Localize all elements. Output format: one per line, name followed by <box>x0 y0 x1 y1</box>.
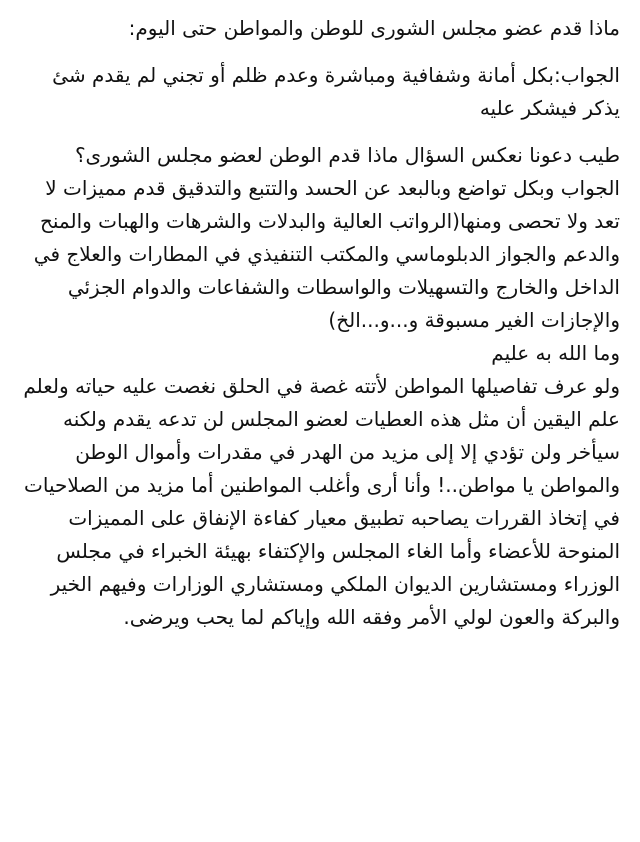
closing-paragraph: ولو عرف تفاصيلها المواطن لأتته غصة في الحلق نغصت عليه حياته ولعلم علم اليقين أن مثل هذه العطيات لعضو المجلس لن تدعه يقدم ولكنه سيأخر ولن تؤدي إلا إلى مزيد من الهدر في مقدرات وأموال الوطن والمواطن يا مواطن..! وأنا أرى وأغلب المواطنين أما مزيد من الصلاحيات في إتخاذ القررات يصاحبه تطبيق معيار كفاءة الإنفاق على المميزات المنوحة للأعضاء وأما الغاء المجلس والإكتفاء بهيئة الخبراء في مجلس الوزراء ومستشارين الديوان الملكي ومستشاري الوزارات وفيهم الخير والبركة والعون لولي الأمر وفقه الله وإياكم لما يحب ويرضى. <box>23 374 620 629</box>
god-knows-line: وما الله به عليم <box>491 341 620 365</box>
reverse-question: طيب دعونا نعكس السؤال ماذا قدم الوطن لعضو مجلس الشورى؟ <box>74 143 620 167</box>
first-answer: الجواب:بكل أمانة وشفافية ومباشرة وعدم ظلم أو تجني لم يقدم شئ يذكر فيشكر عليه <box>52 63 620 120</box>
second-answer: الجواب وبكل تواضع وبالبعد عن الحسد والتتبع والتدقيق قدم مميزات لا تعد ولا تحصى ومنها(الرواتب العالية والبدلات والشرهات والهبات والمنح والدعم والجواز الدبلوماسي والمكتب التنفيذي في المطارات والعلاج في الداخل والخارج والتسهيلات والواسطات والشفاعات والدوام الجزئي والإجازات الغير مسبوقة و...و...الخ) <box>33 176 620 332</box>
article-body <box>20 12 620 634</box>
question-heading: ماذا قدم عضو مجلس الشورى للوطن والمواطن حتى اليوم: <box>128 16 620 40</box>
